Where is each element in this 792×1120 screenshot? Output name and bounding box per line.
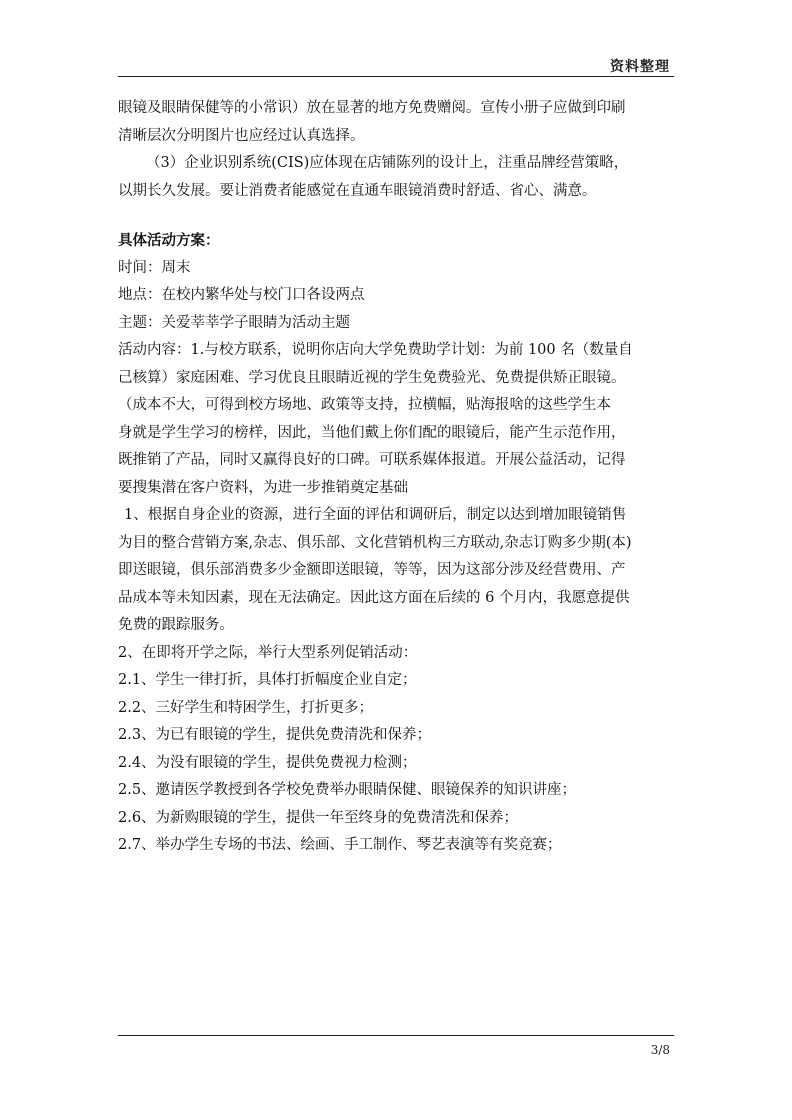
list-item: 2.3、为已有眼镜的学生，提供免费清洗和保养； [118,727,432,743]
section-heading: 具体活动方案： [118,232,220,249]
activity-theme: 主题：关爱莘莘学子眼睛为活动主题 [118,314,350,331]
list-item: 2.5、邀请医学教授到各学校免费举办眼睛保健、眼镜保养的知识讲座； [118,782,577,798]
text-line: 品成本等未知因素，现在无法确定。因此这方面在后续的 6 个月内，我愿意提供 [118,589,630,606]
sub-item-list [118,667,678,860]
document-body [118,95,678,860]
text-line: 要搜集潜在客户资料，为进一步推销奠定基础 [118,479,408,496]
paragraph-item-1 [118,502,678,640]
spacer [118,205,678,227]
text-line: 清晰层次分明图片也应经过认真选择。 [118,127,365,144]
text-line: 身就是学生学习的榜样，因此，当他们戴上你们配的眼镜后，能产生示范作用， [118,424,626,441]
activity-time: 时间：周末 [118,259,191,276]
text-line: 以期长久发展。要让消费者能感觉在直通车眼镜消费时舒适、省心、满意。 [118,182,597,199]
activity-location: 地点：在校内繁华处与校门口各设两点 [118,287,365,303]
text-line: 己核算）家庭困难、学习优良且眼睛近视的学生免费验光、免费提供矫正眼镜。 [118,369,626,386]
paragraph-activity-content [118,337,678,502]
list-item: 2.2、三好学生和特困学生，打折更多； [118,699,374,716]
header-rule [118,76,674,77]
footer-rule [118,1035,674,1036]
header-label: 资料整理 [610,59,670,75]
text-line: 既推销了产品，同时又赢得良好的口碑。可联系媒体报道。开展公益活动，记得 [118,452,626,468]
paragraph-cis [118,150,678,205]
text-line: 免费的跟踪服务。 [118,617,234,633]
list-item: 2.6、为新购眼镜的学生，提供一年至终身的免费清洗和保养； [118,809,519,826]
text-line: 眼镜及眼睛保健等的小常识）放在显著的地方免费赠阅。宣传小册子应做到印刷 [118,100,626,116]
text-line: 即送眼镜，俱乐部消费多少金额即送眼镜，等等，因为这部分涉及经营费用、产 [118,562,626,578]
text-line: （3）企业识别系统(CIS)应体现在店铺陈列的设计上，注重品牌经营策略， [146,155,629,171]
list-item: 2.1、学生一律打折，具体打折幅度企业自定； [118,672,417,688]
text-line: 为目的整合营销方案,杂志、俱乐部、文化营销机构三方联动,杂志订购多少期(本) [118,534,632,551]
page-number: 3/8 [650,1043,670,1057]
text-line: 1、根据自身企业的资源，进行全面的评估和调研后，制定以达到增加眼镜销售 [124,507,627,523]
list-item: 2.7、举办学生专场的书法、绘画、手工制作、琴艺表演等有奖竞赛； [118,837,562,853]
paragraph-leaflet [118,95,678,150]
item-2-heading: 2、在即将开学之际，举行大型系列促销活动： [118,644,418,661]
list-item: 2.4、为没有眼镜的学生，提供免费视力检测； [118,754,417,771]
text-line: （成本不大，可得到校方场地、政策等支持，拉横幅，贴海报啥的这些学生本 [118,397,611,413]
text-line: 活动内容：1.与校方联系，说明你店向大学免费助学计划：为前 100 名（数量自 [118,342,633,358]
